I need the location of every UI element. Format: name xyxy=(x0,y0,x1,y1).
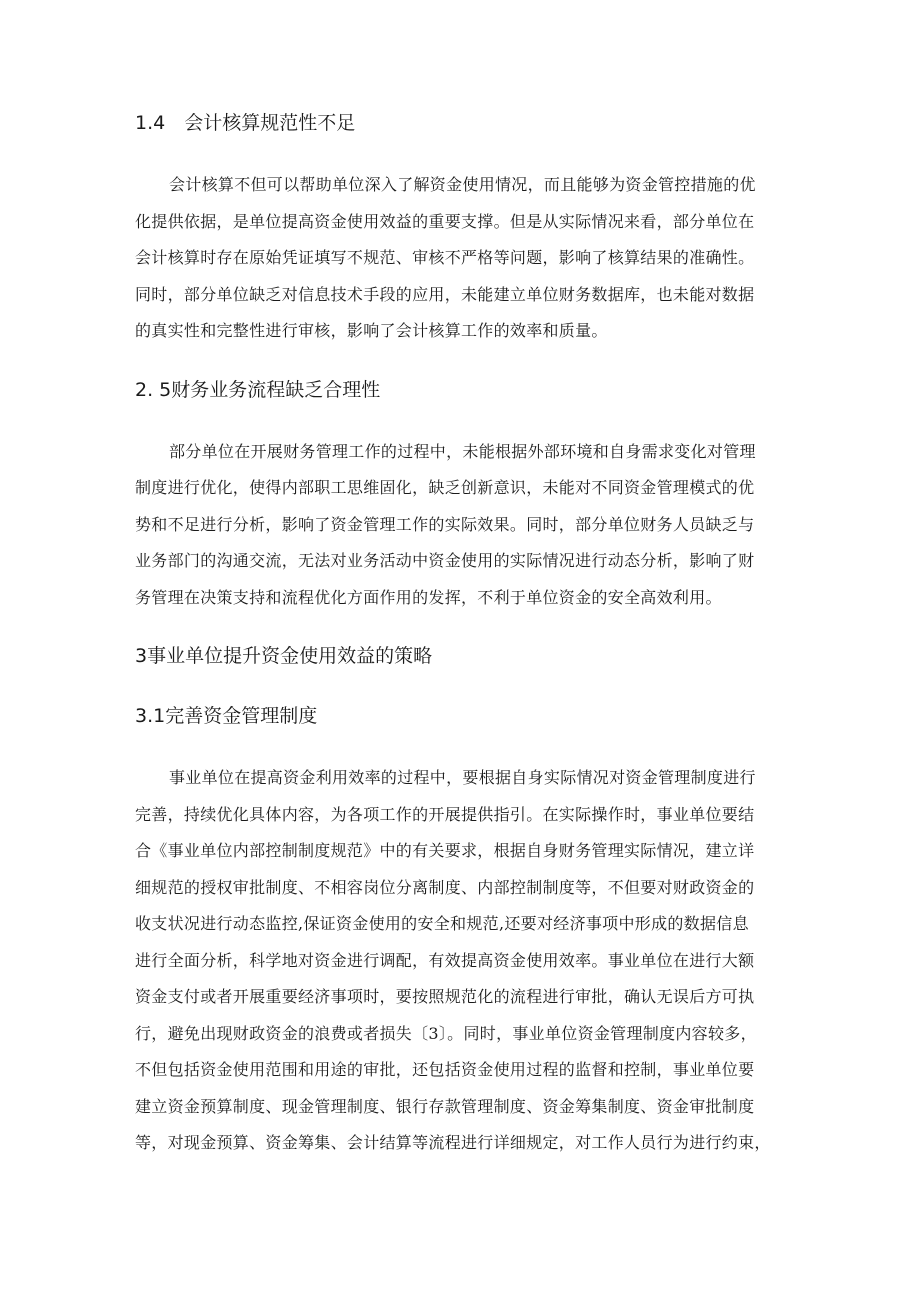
paragraph-line: 同时，部分单位缺乏对信息技术手段的应用，未能建立单位财务数据库，也未能对数据 xyxy=(135,284,755,304)
paragraph-line: 建立资金预算制度、现金管理制度、银行存款管理制度、资金筹集制度、资金审批制度 xyxy=(135,1096,755,1116)
section-heading-1-4: 1.4 会计核算规范性不足 xyxy=(135,112,356,134)
paragraph-line: 行，避免出现财政资金的浪费或者损失〔3〕。同时，事业单位资金管理制度内容较多， xyxy=(135,1023,757,1043)
section-paragraph xyxy=(135,434,795,617)
paragraph-line: 事业单位在提高资金利用效率的过程中，要根据自身实际情况对资金管理制度进行 xyxy=(169,768,756,787)
section-paragraph xyxy=(135,167,795,350)
paragraph-line: 资金支付或者开展重要经济事项时，要按照规范化的流程进行审批，确认无误后方可执 xyxy=(135,987,755,1006)
paragraph-line: 细规范的授权审批制度、不相容岗位分离制度、内部控制制度等，不但要对财政资金的 xyxy=(135,877,755,897)
paragraph-line: 业务部门的沟通交流，无法对业务活动中资金使用的实际情况进行动态分析，影响了财 xyxy=(135,551,755,570)
paragraph-line: 务管理在决策支持和流程优化方面作用的发挥，不利于单位资金的安全高效利用。 xyxy=(135,587,722,607)
paragraph-line: 会计核算不但可以帮助单位深入了解资金使用情况，而且能够为资金管控措施的优 xyxy=(169,175,756,194)
paragraph-line: 不但包括资金使用范围和用途的审批，还包括资金使用过程的监督和控制，事业单位要 xyxy=(135,1060,755,1079)
paragraph-line: 会计核算时存在原始凭证填写不规范、审核不严格等问题，影响了核算结果的准确性。 xyxy=(135,248,755,267)
paragraph-line: 势和不足进行分析，影响了资金管理工作的实际效果。同时，部分单位财务人员缺乏与 xyxy=(135,514,755,534)
document-body xyxy=(135,103,795,1162)
section-heading-2-5: 2. 5财务业务流程缺乏合理性 xyxy=(135,378,381,401)
paragraph-line: 的真实性和完整性进行审核，影响了会计核算工作的效率和质量。 xyxy=(135,321,608,340)
section-heading-3-1: 3.1完善资金管理制度 xyxy=(135,705,318,727)
paragraph-line: 部分单位在开展财务管理工作的过程中，未能根据外部环境和自身需求变化对管理 xyxy=(169,441,756,461)
paragraph-line: 进行全面分析，科学地对资金进行调配，有效提高资金使用效率。事业单位在进行大额 xyxy=(135,950,755,970)
section-paragraph xyxy=(135,760,795,1162)
paragraph-line: 制度进行优化，使得内部职工思维固化，缺乏创新意识，未能对不同资金管理模式的优 xyxy=(135,478,755,497)
paragraph-line: 收支状况进行动态监控,保证资金使用的安全和规范,还要对经济事项中形成的数据信息 xyxy=(135,914,749,933)
paragraph-line: 合《事业单位内部控制制度规范》中的有关要求，根据自身财务管理实际情况，建立详 xyxy=(135,841,755,860)
chapter-heading-3: 3事业单位提升资金使用效益的策略 xyxy=(135,645,433,667)
paragraph-line: 等，对现金预算、资金筹集、会计结算等流程进行详细规定，对工作人员行为进行约束， xyxy=(135,1133,771,1152)
paragraph-line: 化提供依据，是单位提高资金使用效益的重要支撑。但是从实际情况来看，部分单位在 xyxy=(135,211,755,231)
paragraph-line: 完善，持续优化具体内容，为各项工作的开展提供指引。在实际操作时，事业单位要结 xyxy=(135,804,755,824)
